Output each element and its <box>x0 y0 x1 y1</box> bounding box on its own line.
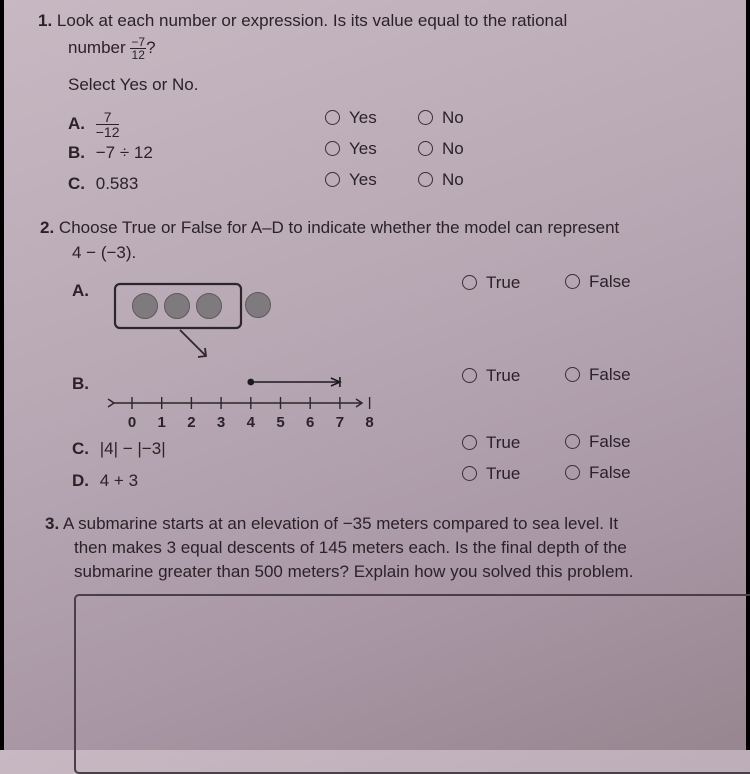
q1-frac-suffix: ? <box>146 37 156 57</box>
q1-item-c <box>68 173 138 195</box>
frame-left <box>0 0 4 750</box>
q1-item-c-letter: C. <box>68 174 85 193</box>
q1-instruction: Select Yes or No. <box>68 75 199 94</box>
number-line-tick-label: 7 <box>335 414 345 431</box>
q2-c-true-option[interactable] <box>462 433 520 453</box>
true-label: True <box>486 464 521 483</box>
q3-text-line1: A submarine starts at an elevation of −35 meters compared to sea level. It <box>62 514 619 533</box>
radio-icon[interactable] <box>462 368 477 383</box>
q1-item-a-num: 7 <box>96 110 120 125</box>
number-line-tick-label: 8 <box>365 414 374 431</box>
q2-item-d-letter: D. <box>72 471 89 490</box>
radio-icon[interactable] <box>325 141 340 156</box>
q1-item-b <box>68 142 153 164</box>
radio-icon[interactable] <box>565 274 580 289</box>
radio-icon[interactable] <box>565 465 580 480</box>
q2-b-false-option[interactable] <box>565 365 631 385</box>
radio-icon[interactable] <box>565 367 580 382</box>
no-label: No <box>442 139 464 158</box>
q2-item-d <box>72 470 138 492</box>
radio-icon[interactable] <box>418 110 433 125</box>
q1-a-no-option[interactable] <box>418 108 464 128</box>
q1-item-a-letter: A. <box>68 113 85 133</box>
radio-icon[interactable] <box>462 466 477 481</box>
yes-label: Yes <box>349 108 377 127</box>
q1-a-yes-option[interactable] <box>325 108 377 128</box>
true-label: True <box>486 366 521 385</box>
q1-item-b-letter: B. <box>68 143 85 162</box>
yes-label: Yes <box>349 139 377 158</box>
number-line-tick-labels <box>128 414 374 431</box>
q2-item-c <box>72 438 166 460</box>
q2-item-b-letter: B. <box>72 374 89 393</box>
number-line-tick-label: 1 <box>157 414 166 431</box>
q2-prompt <box>40 217 619 239</box>
no-label: No <box>442 108 464 127</box>
q1-fraction <box>130 36 146 61</box>
q2-prompt-line2: 4 − (−3). <box>72 243 137 262</box>
q1-c-yes-option[interactable] <box>325 170 377 190</box>
number-line-tick-label: 4 <box>246 414 255 431</box>
q1-item-b-text: −7 ÷ 12 <box>95 143 153 162</box>
answer-box[interactable] <box>74 594 750 774</box>
q3-number: 3. <box>45 514 60 533</box>
q1-b-no-option[interactable] <box>418 139 464 159</box>
no-label: No <box>442 170 464 189</box>
radio-icon[interactable] <box>418 172 433 187</box>
q2-prompt-line1: Choose True or False for A–D to indicate whether the model can represent <box>58 218 620 237</box>
q2-item-d-text: 4 + 3 <box>99 471 139 490</box>
q1-item-c-text: 0.583 <box>95 174 139 193</box>
q1-b-yes-option[interactable] <box>325 139 377 159</box>
q2-item-c-letter: C. <box>72 439 89 458</box>
q1-c-no-option[interactable] <box>418 170 464 190</box>
counter-circle <box>165 294 190 319</box>
radio-icon[interactable] <box>565 434 580 449</box>
q2-d-false-option[interactable] <box>565 463 631 483</box>
radio-icon[interactable] <box>462 435 477 450</box>
number-line-tick-label: 3 <box>216 414 226 431</box>
q1-item-a-fraction <box>96 110 120 139</box>
false-label: False <box>589 272 631 291</box>
counter-model <box>108 280 278 362</box>
removal-arrow <box>180 330 206 356</box>
radio-icon[interactable] <box>325 110 340 125</box>
q3-text-line2: then makes 3 equal descents of 145 meters each. Is the final depth of the <box>74 538 627 557</box>
q1-number: 1. <box>38 11 53 30</box>
true-label: True <box>486 273 521 292</box>
q3-text-line3: submarine greater than 500 meters? Explain how you solved this problem. <box>74 562 634 581</box>
number-line-tick-label: 5 <box>276 414 285 431</box>
q1-item-a-den: −12 <box>95 124 120 140</box>
false-label: False <box>589 463 631 482</box>
number-line-tick-label: 0 <box>127 414 137 431</box>
radio-icon[interactable] <box>325 172 340 187</box>
q1-prompt-line1: Look at each number or expression. Is its value equal to the rational <box>56 11 568 30</box>
true-label: True <box>486 433 521 452</box>
q1-frac-den: 12 <box>131 48 145 62</box>
q2-a-false-option[interactable] <box>565 272 631 292</box>
counter-circle <box>246 293 271 318</box>
yes-label: Yes <box>349 170 377 189</box>
number-line <box>104 370 374 432</box>
q1-prompt-line2: number <box>68 37 126 57</box>
q2-number: 2. <box>40 218 55 237</box>
counter-circle <box>197 294 222 319</box>
radio-icon[interactable] <box>418 141 433 156</box>
q2-c-false-option[interactable] <box>565 432 631 452</box>
q3-line1 <box>45 513 618 535</box>
number-line-tick-label: 6 <box>306 414 315 431</box>
q2-a-true-option[interactable] <box>462 273 520 293</box>
q2-b-true-option[interactable] <box>462 366 520 386</box>
q1-prompt <box>38 10 567 32</box>
q1-frac-num: −7 <box>131 35 146 49</box>
false-label: False <box>589 365 631 384</box>
number-line-tick-label: 2 <box>187 414 196 431</box>
q2-d-true-option[interactable] <box>462 464 520 484</box>
q2-item-c-text: |4| − |−3| <box>99 439 166 458</box>
false-label: False <box>589 432 631 451</box>
radio-icon[interactable] <box>462 275 477 290</box>
counter-circle <box>133 294 158 319</box>
q2-item-a-letter: A. <box>72 281 89 300</box>
q1-prompt-second <box>68 36 156 61</box>
q1-item-a <box>68 110 119 139</box>
axis-left-arrow <box>108 399 114 407</box>
